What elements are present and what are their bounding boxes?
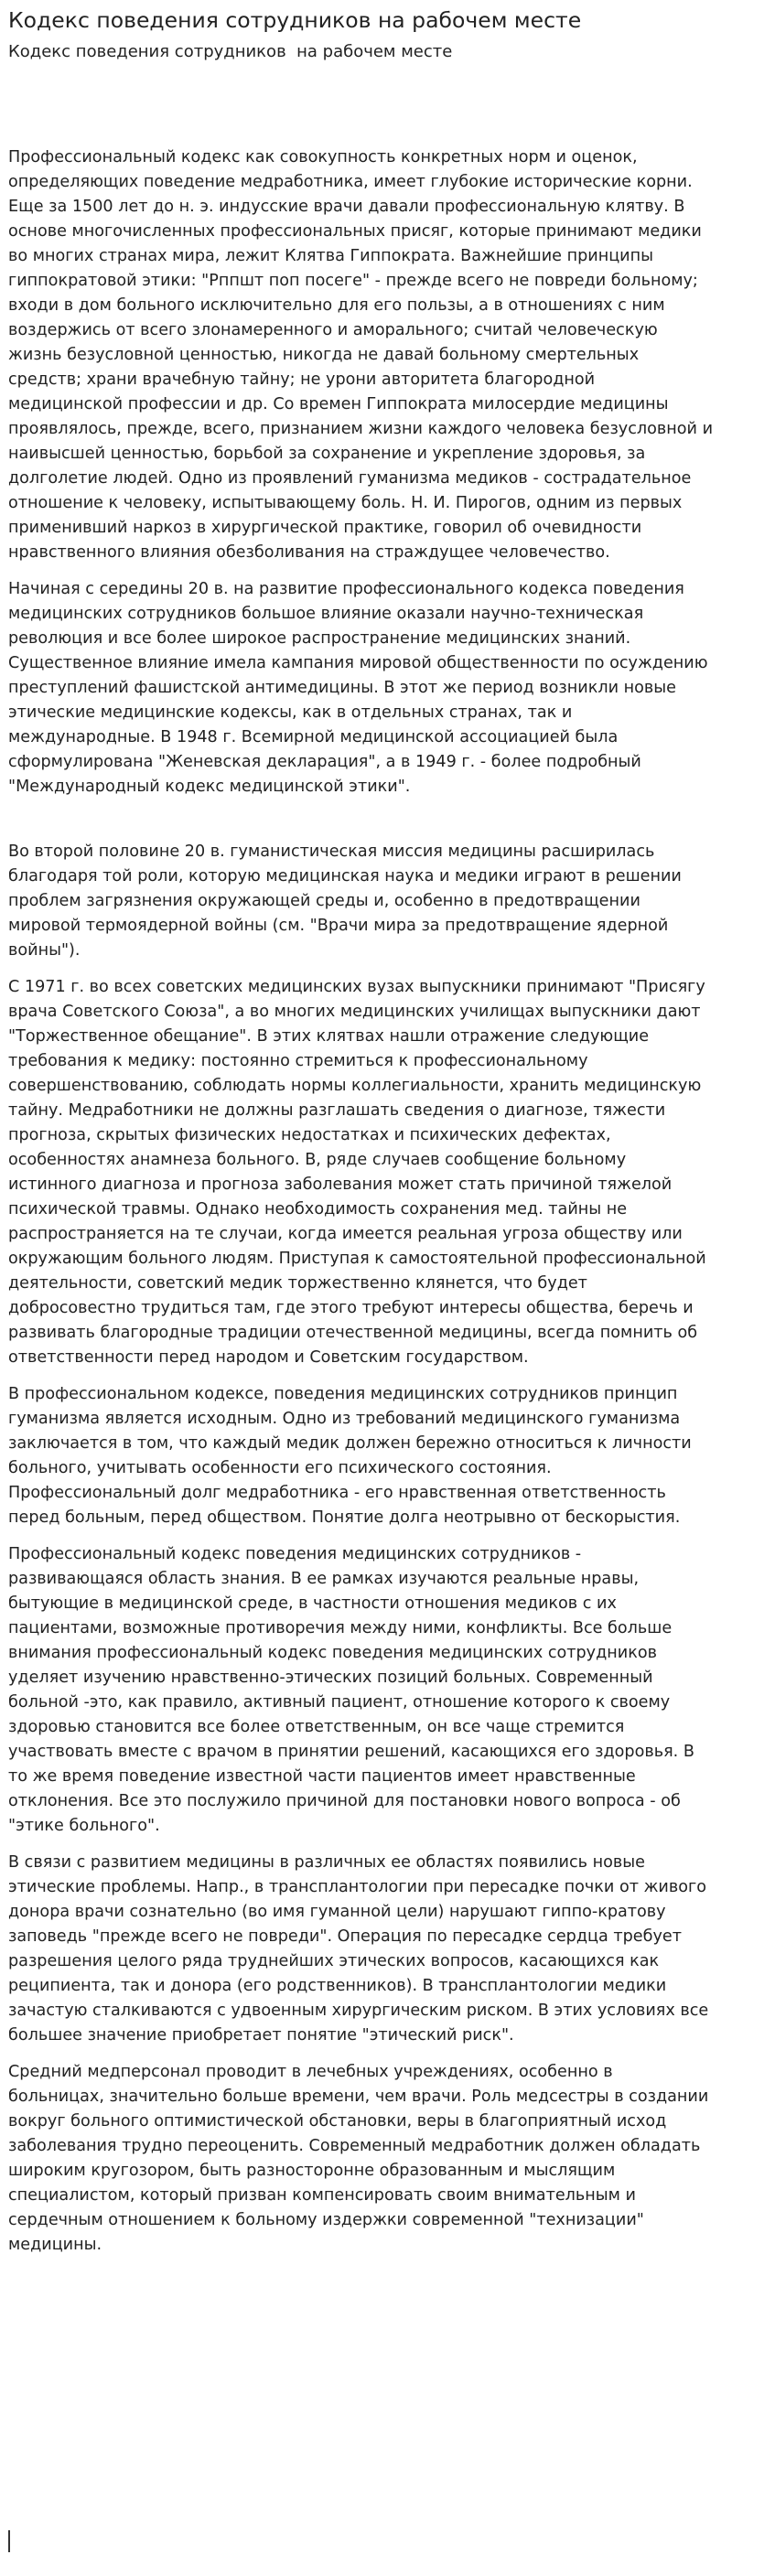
text-cursor	[8, 2530, 10, 2552]
page-title: Кодекс поведения сотрудников на рабочем месте	[8, 7, 582, 33]
document-body	[8, 145, 766, 2270]
paragraph-new-ethical-problems: В связи с развитием медицины в различных ее областях появились новые этические проблемы. Напр., в трансплантологии при пересадке почки от живого донора врачи сознательно (во имя гуманной цели) нарушают гиппо-кратову заповедь "прежде всего не повреди". Операция по пересадке сердца требует разрешения целого ряда труднейших этических вопросов, касающихся как реципиента, так и донора (его родственников). В трансплантологии медики зачастую сталкиваются с удвоенным хирургическим риском. В этих условиях все большее значение приобретает понятие "этический риск".	[8, 1853, 709, 2045]
paragraph-mid-20th-century: Начиная с середины 20 в. на развитие профессионального кодекса поведения медицинских сотрудников большое влияние оказали научно-техническая революция и все более широкое распространение медицинских знаний. Существенное влияние имела кампания мировой общественности по осуждению преступлений фашистской антимедицины. В этот же период возникли новые этические медицинские кодексы, как в отдельных странах, так и международные. В 1948 г. Всемирной медицинской ассоциацией была сформулирована "Женевская декларация", а в 1949 г. - более подробный "Международный кодекс медицинской этики".	[8, 580, 708, 796]
page-subtitle: Кодекс поведения сотрудников на рабочем месте	[8, 42, 453, 61]
paragraph-soviet-oath: С 1971 г. во всех советских медицинских вузах выпускники принимают "Присягу врача Советского Союза", а во многих медицинских училищах выпускники дают "Торжественное обещание". В этих клятвах нашли отражение следующие требования к медику: постоянно стремиться к профессиональному совершенствованию, соблюдать нормы коллегиальности, хранить медицинскую тайну. Медработники не должны разглашать сведения о диагнозе, тяжести прогноза, скрытых физических недостатках и психических дефектах, особенностях анамнеза больного. В, ряде случаев сообщение больному истинного диагноза и прогноза заболевания может стать причиной тяжелой психической травмы. Однако необходимость сохранения мед. тайны не распространяется на те случаи, когда имеется реальная угроза обществу или окружающим больного людям. Приступая к самостоятельной профессиональной деятельности, советский медик торжественно клянется, что будет добросовестно трудиться там, где этого требуют интересы общества, беречь и развивать благородные традиции отечественной медицины, всегда помнить об ответственности перед народом и Советским государством.	[8, 978, 706, 1367]
paragraph-humanism-principle: В профессиональном кодексе, поведения медицинских сотрудников принцип гуманизма является исходным. Одно из требований медицинского гуманизма заключается в том, что каждый медик должен бережно относиться к личности больного, учитывать особенности его психического состояния. Профессиональный долг медработника - его нравственная ответственность перед больным, перед обществом. Понятие долга неотрывно от бескорыстия.	[8, 1385, 692, 1527]
paragraph-developing-field: Профессиональный кодекс поведения медицинских сотрудников - развивающаяся область знания. В ее рамках изучаются реальные нравы, бытующие в медицинской среде, в частности отношения медиков с их пациентами, возможные противоречия между ними, конфликты. Все больше внимания профессиональный кодекс поведения медицинских сотрудников уделяет изучению нравственно-этических позиций больных. Современный больной -это, как правило, активный пациент, отношение которого к своему здоровью становится все более ответственным, он все чаще стремится участвовать вместе с врачом в принятии решений, касающихся его здоровья. В то же время поведение известной части пациентов имеет нравственные отклонения. Все это послужило причиной для постановки нового вопроса - об "этике больного".	[8, 1545, 694, 1835]
paragraph-nursing-staff: Средний медперсонал проводит в лечебных учреждениях, особенно в больницах, значительно больше времени, чем врачи. Роль медсестры в создании вокруг больного оптимистической обстановки, веры в благоприятный исход заболевания трудно переоценить. Современный медработник должен обладать широким кругозором, быть разносторонне образованным и мыслящим специалистом, который призван компенсировать своим внимательным и сердечным отношением к больному издержки современной "технизации" медицины.	[8, 2063, 709, 2254]
paragraph-humanistic-mission: Во второй половине 20 в. гуманистическая миссия медицины расширилась благодаря той роли, которую медицинская наука и медики играют в решении проблем загрязнения окружающей среды и, особенно в предотвращении мировой термоядерной войны (см. "Врачи мира за предотвращение ядерной войны").	[8, 843, 682, 960]
document-header	[8, 0, 759, 63]
paragraph-hippocratic-oath: Профессиональный кодекс как совокупность конкретных норм и оценок, определяющих поведение медработника, имеет глубокие исторические корни. Еще за 1500 лет до н. э. индусские врачи давали профессиональную клятву. В основе многочисленных профессиональных присяг, которые принимают медики во многих странах мира, лежит Клятва Гиппократа. Важнейшие принципы гиппократовой этики: "Рппшт поп посеге" - прежде всего не повреди больному; входи в дом больного исключительно для его пользы, а в отношениях с ним воздержись от всего злонамеренного и аморального; считай человеческую жизнь безусловной ценностью, никогда не давай больному смертельных средств; храни врачебную тайну; не урони авторитета благородной медицинской профессии и др. Со времен Гиппократа милосердие медицины проявлялось, прежде, всего, признанием жизни каждого человека безусловной и наивысшей ценностью, борьбой за сохранение и укрепление здоровья, за долголетие людей. Одно из проявлений гуманизма медиков - сострадательное отношение к человеку, испытывающему боль. Н. И. Пирогов, одним из первых применивший наркоз в хирургической практике, говорил об очевидности нравственного влияния обезболивания на страждущее человечество.	[8, 148, 714, 562]
